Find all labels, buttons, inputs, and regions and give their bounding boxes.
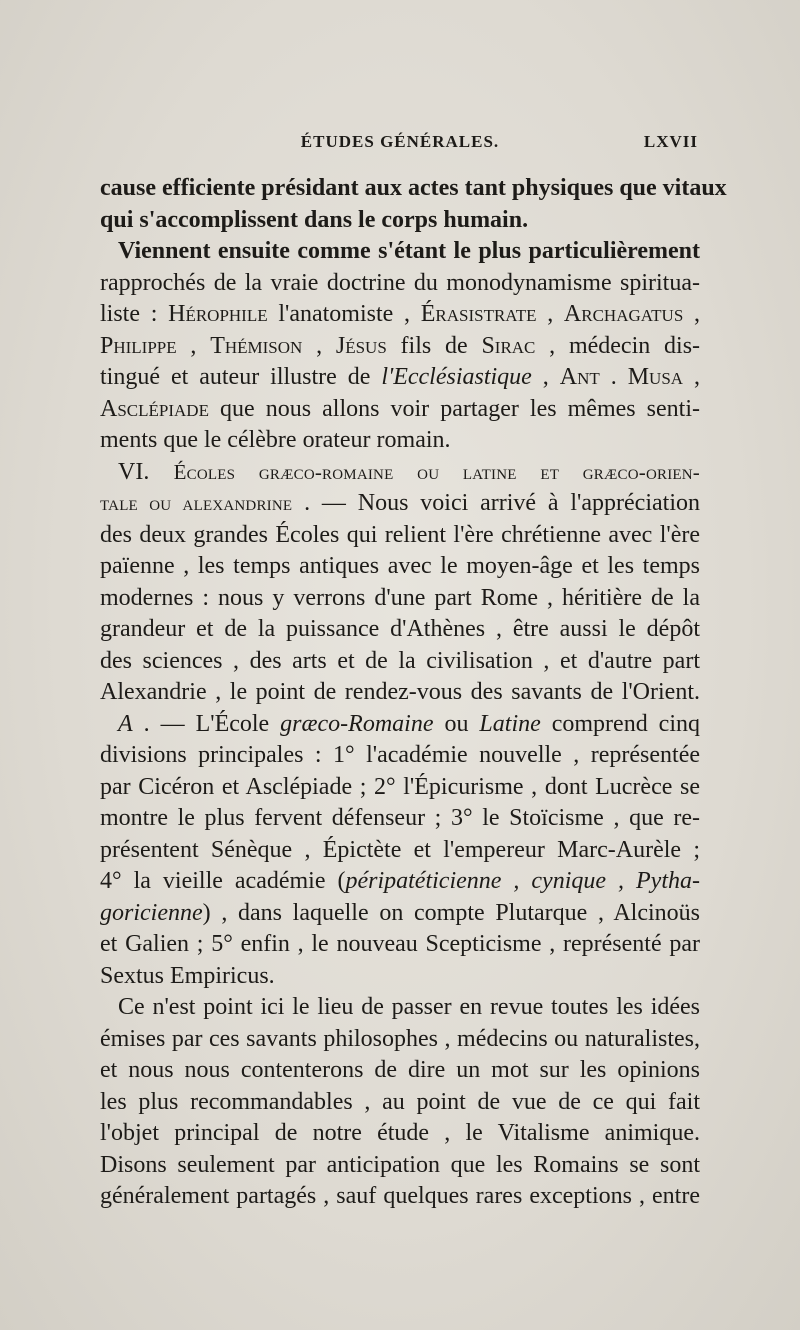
text-run: émises par ces savants philosophes , médecins ou naturalistes, xyxy=(100,1026,700,1052)
text-run: rapprochés de la vraie doctrine du monodynamisme spiritua- xyxy=(100,270,700,296)
text-run: . xyxy=(599,364,628,390)
small-caps-text: Hérophile xyxy=(168,301,268,327)
text-run: Disons seulement par anticipation que les Romains se sont xyxy=(100,1152,700,1178)
small-caps-text: Archagatus xyxy=(563,301,684,327)
small-caps-text: tale ou alexandrine xyxy=(100,491,293,515)
text-run: , xyxy=(683,301,701,327)
text-line xyxy=(100,550,700,582)
text-line xyxy=(100,802,700,834)
text-line xyxy=(100,582,700,614)
text-run: fils de xyxy=(386,333,482,359)
italic-text: goricienne xyxy=(100,900,203,926)
text-run: Ce n'est point ici le lieu de passer en revue toutes les idées xyxy=(118,994,700,1020)
italic-text: A xyxy=(118,711,133,737)
text-run: . — Nous voici arrivé à l'appréciation xyxy=(292,490,700,516)
italic-text: péripatéticienne , cynique , Pytha- xyxy=(345,868,700,894)
text-line xyxy=(100,298,700,330)
text-run: , médecin dis- xyxy=(535,333,701,359)
text-run: liste : xyxy=(100,301,169,327)
text-run: . — L'École xyxy=(132,711,281,737)
text-run: Alexandrie , le point de rendez-vous des savants de l'Orient. xyxy=(100,679,700,705)
text-line xyxy=(100,1023,700,1055)
small-caps-text: Jésus xyxy=(335,333,387,359)
text-run: ou xyxy=(433,711,480,737)
small-caps-text: Écoles græco-romaine ou latine et græco-orien- xyxy=(173,460,700,484)
small-caps-text: Thémison xyxy=(210,333,303,359)
text-run: Viennent ensuite comme s'étant le plus particulièrement xyxy=(118,238,700,264)
text-line xyxy=(100,1180,700,1212)
text-line xyxy=(100,361,700,393)
text-line xyxy=(100,613,700,645)
small-caps-text: Ant xyxy=(559,364,600,390)
text-line xyxy=(100,1117,700,1149)
text-line xyxy=(100,487,700,519)
text-run: , xyxy=(683,364,701,390)
text-line xyxy=(100,235,700,267)
small-caps-text: Sirac xyxy=(481,333,536,359)
text-line xyxy=(100,928,700,960)
text-line xyxy=(100,172,727,204)
text-run: ments que le célèbre orateur romain. xyxy=(100,427,451,453)
text-run: des deux grandes Écoles qui relient l'ère chrétienne avec l'ère xyxy=(100,522,700,548)
text-line xyxy=(100,897,700,929)
small-caps-text: Musa xyxy=(627,364,684,390)
text-line xyxy=(100,424,700,456)
text-line xyxy=(100,739,700,771)
text-line xyxy=(100,834,700,866)
italic-text: græco-Romaine xyxy=(280,711,434,737)
text-line xyxy=(100,865,700,897)
text-run: cause efficiente présidant aux actes tant physiques que vitaux xyxy=(100,175,727,201)
text-run: tingué et auteur illustre de xyxy=(100,364,382,390)
text-line xyxy=(100,645,700,677)
text-run: les plus recommandables , au point de vue de ce qui fait xyxy=(100,1089,700,1115)
page-number: LXVII xyxy=(643,132,698,151)
text-run: divisions principales : 1° l'académie nouvelle , représentée xyxy=(100,742,700,768)
text-line xyxy=(100,456,700,488)
text-run: comprend cinq xyxy=(540,711,700,737)
small-caps-text: Asclépiade xyxy=(100,396,209,422)
text-run: , xyxy=(531,364,560,390)
text-run: des sciences , des arts et de la civilisation , et d'autre part xyxy=(100,648,700,674)
text-line xyxy=(100,708,700,740)
running-title: ÉTUDES GÉNÉRALES. xyxy=(300,132,500,151)
text-run: modernes : nous y verrons d'une part Rome , héritière de la xyxy=(100,585,700,611)
text-line xyxy=(100,960,700,992)
italic-text: Latine xyxy=(479,711,541,737)
text-line xyxy=(100,1054,700,1086)
text-run: par Cicéron et Asclépiade ; 2° l'Épicurisme , dont Lucrèce se xyxy=(100,774,700,800)
text-run: 4° la vieille académie ( xyxy=(100,868,346,894)
text-run: grandeur et de la puissance d'Athènes , être aussi le dépôt xyxy=(100,616,700,642)
text-line xyxy=(100,204,700,236)
text-line xyxy=(100,393,700,425)
page-header xyxy=(100,128,700,154)
text-run: qui s'accomplissent dans le corps humain. xyxy=(100,207,529,233)
text-run: présentent Sénèque , Épictète et l'empereur Marc-Aurèle ; xyxy=(100,837,700,863)
text-run: et nous nous contenterons de dire un mot sur les opinions xyxy=(100,1057,700,1083)
text-line xyxy=(100,1149,700,1181)
text-line xyxy=(100,771,700,803)
text-run: , xyxy=(302,333,336,359)
text-line xyxy=(100,330,700,362)
text-run: , xyxy=(536,301,564,327)
small-caps-text: Philippe xyxy=(100,333,177,359)
text-run: que nous allons voir partager les mêmes senti- xyxy=(208,396,700,422)
text-run: , xyxy=(176,333,211,359)
text-run: montre le plus fervent défenseur ; 3° le Stoïcisme , que re- xyxy=(100,805,700,831)
text-run: l'anatomiste , xyxy=(267,301,421,327)
small-caps-text: Érasistrate xyxy=(420,301,537,327)
text-run: généralement partagés , sauf quelques rares exceptions , entre xyxy=(100,1183,700,1209)
text-run: VI. xyxy=(118,459,174,485)
text-run: Sextus Empiricus. xyxy=(100,963,275,989)
text-line xyxy=(100,267,700,299)
text-run: l'objet principal de notre étude , le Vitalisme animique. xyxy=(100,1120,700,1146)
italic-text: l'Ecclésiastique xyxy=(381,364,532,390)
text-line xyxy=(100,676,700,708)
text-run: païenne , les temps antiques avec le moyen-âge et les temps xyxy=(100,553,700,579)
text-line xyxy=(100,1086,700,1118)
text-line xyxy=(100,991,700,1023)
text-line xyxy=(100,519,700,551)
text-run: ) , dans laquelle on compte Plutarque , Alcinoüs xyxy=(202,900,700,926)
text-run: et Galien ; 5° enfin , le nouveau Scepticisme , représenté par xyxy=(100,931,700,957)
